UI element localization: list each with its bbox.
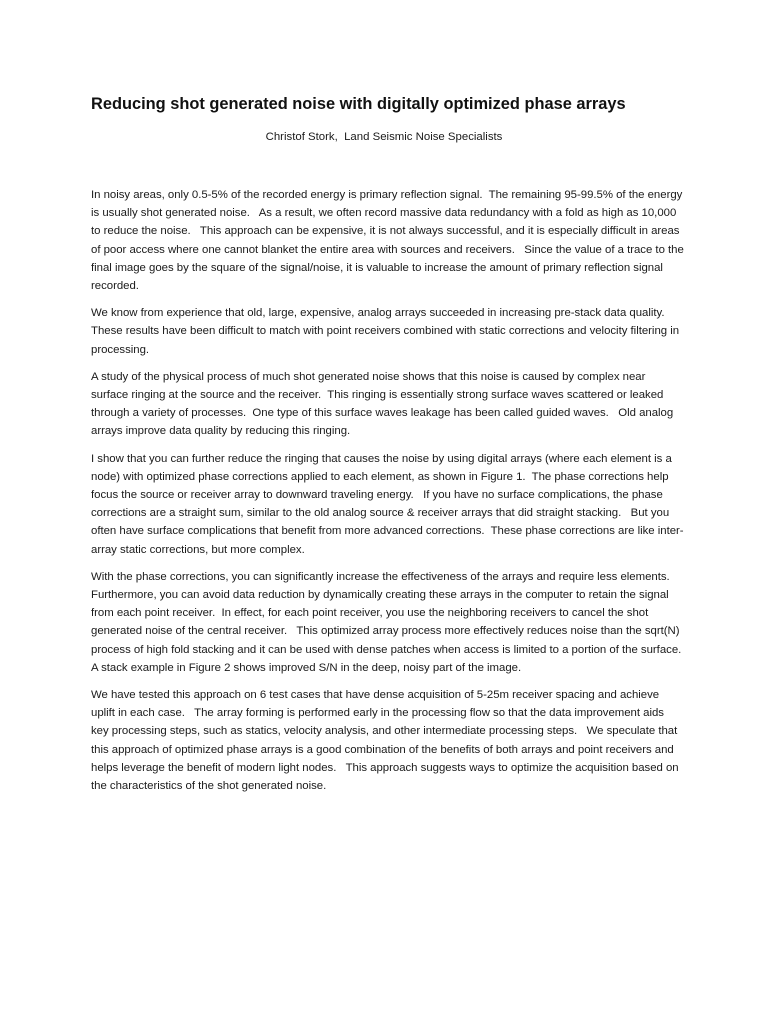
paragraph-2: We know from experience that old, large, expensive, analog arrays succeeded in increasing pre-stack data quality. These results have been difficult to match with point receivers combined with static corrections and velocity filtering in processing. (91, 307, 683, 356)
paragraph-5: With the phase corrections, you can significantly increase the effectiveness of the arrays and require less elements. Furthermore, you can avoid data reduction by dynamically creating these arrays in the computer to retain the signal from each point receiver. In effect, for each point receiver, you use the neighboring receivers to cancel the shot generated noise of the central receiver. This optimized array process more effectively reduces noise than the sqrt(N) process of high fold stacking and it can be used with dense patches when access is limited to a portion of the surface. A stack example in Figure 2 shows improved S/N in the deep, noisy part of the image. (91, 570, 687, 674)
paper-title: Reducing shot generated noise with digitally optimized phase arrays (91, 95, 626, 113)
body-text (91, 186, 687, 804)
paragraph-4: I show that you can further reduce the ringing that causes the noise by using digital arrays (where each element is a node) with optimized phase corrections applied to each element, as shown in Figure 1. The phase corrections help focus the source or receiver array to downward traveling energy. If you have no surface complications, the phase corrections are a straight sum, similar to the old analog source & receiver arrays that did straight stacking. But you often have surface complications that benefit from more advanced corrections. These phase corrections are like inter-array static corrections, but more complex. (91, 452, 684, 556)
paragraph-3: A study of the physical process of much shot generated noise shows that this noise is caused by complex near surface ringing at the source and the receiver. This ringing is essentially strong surface waves scattered or leaked through a variety of processes. One type of this surface waves leakage has been called guided waves. Old analog arrays improve data quality by reducing this ringing. (91, 370, 677, 438)
paragraph-6: We have tested this approach on 6 test cases that have dense acquisition of 5-25m receiver spacing and achieve uplift in each case. The array forming is performed early in the processing flow so that the data improvement aids key processing steps, such as statics, velocity analysis, and other intermediate processing steps. We speculate that this approach of optimized phase arrays is a good combination of the benefits of both arrays and point receivers and helps leverage the benefit of modern light nodes. This approach suggests ways to optimize the acquisition based on the characteristics of the shot generated noise. (91, 689, 682, 793)
author-line: Christof Stork, Land Seismic Noise Specialists (265, 131, 503, 143)
paragraph-1: In noisy areas, only 0.5-5% of the recorded energy is primary reflection signal. The remaining 95-99.5% of the energy is usually shot generated noise. As a result, we often record massive data redundancy with a fold as high as 10,000 to reduce the noise. This approach can be expensive, it is not always successful, and it is especially difficult in areas of poor access where one cannot blanket the entire area with sources and receivers. Since the value of a trace to the final image goes by the square of the signal/noise, it is valuable to increase the amount of primary reflection signal recorded. (91, 189, 687, 293)
